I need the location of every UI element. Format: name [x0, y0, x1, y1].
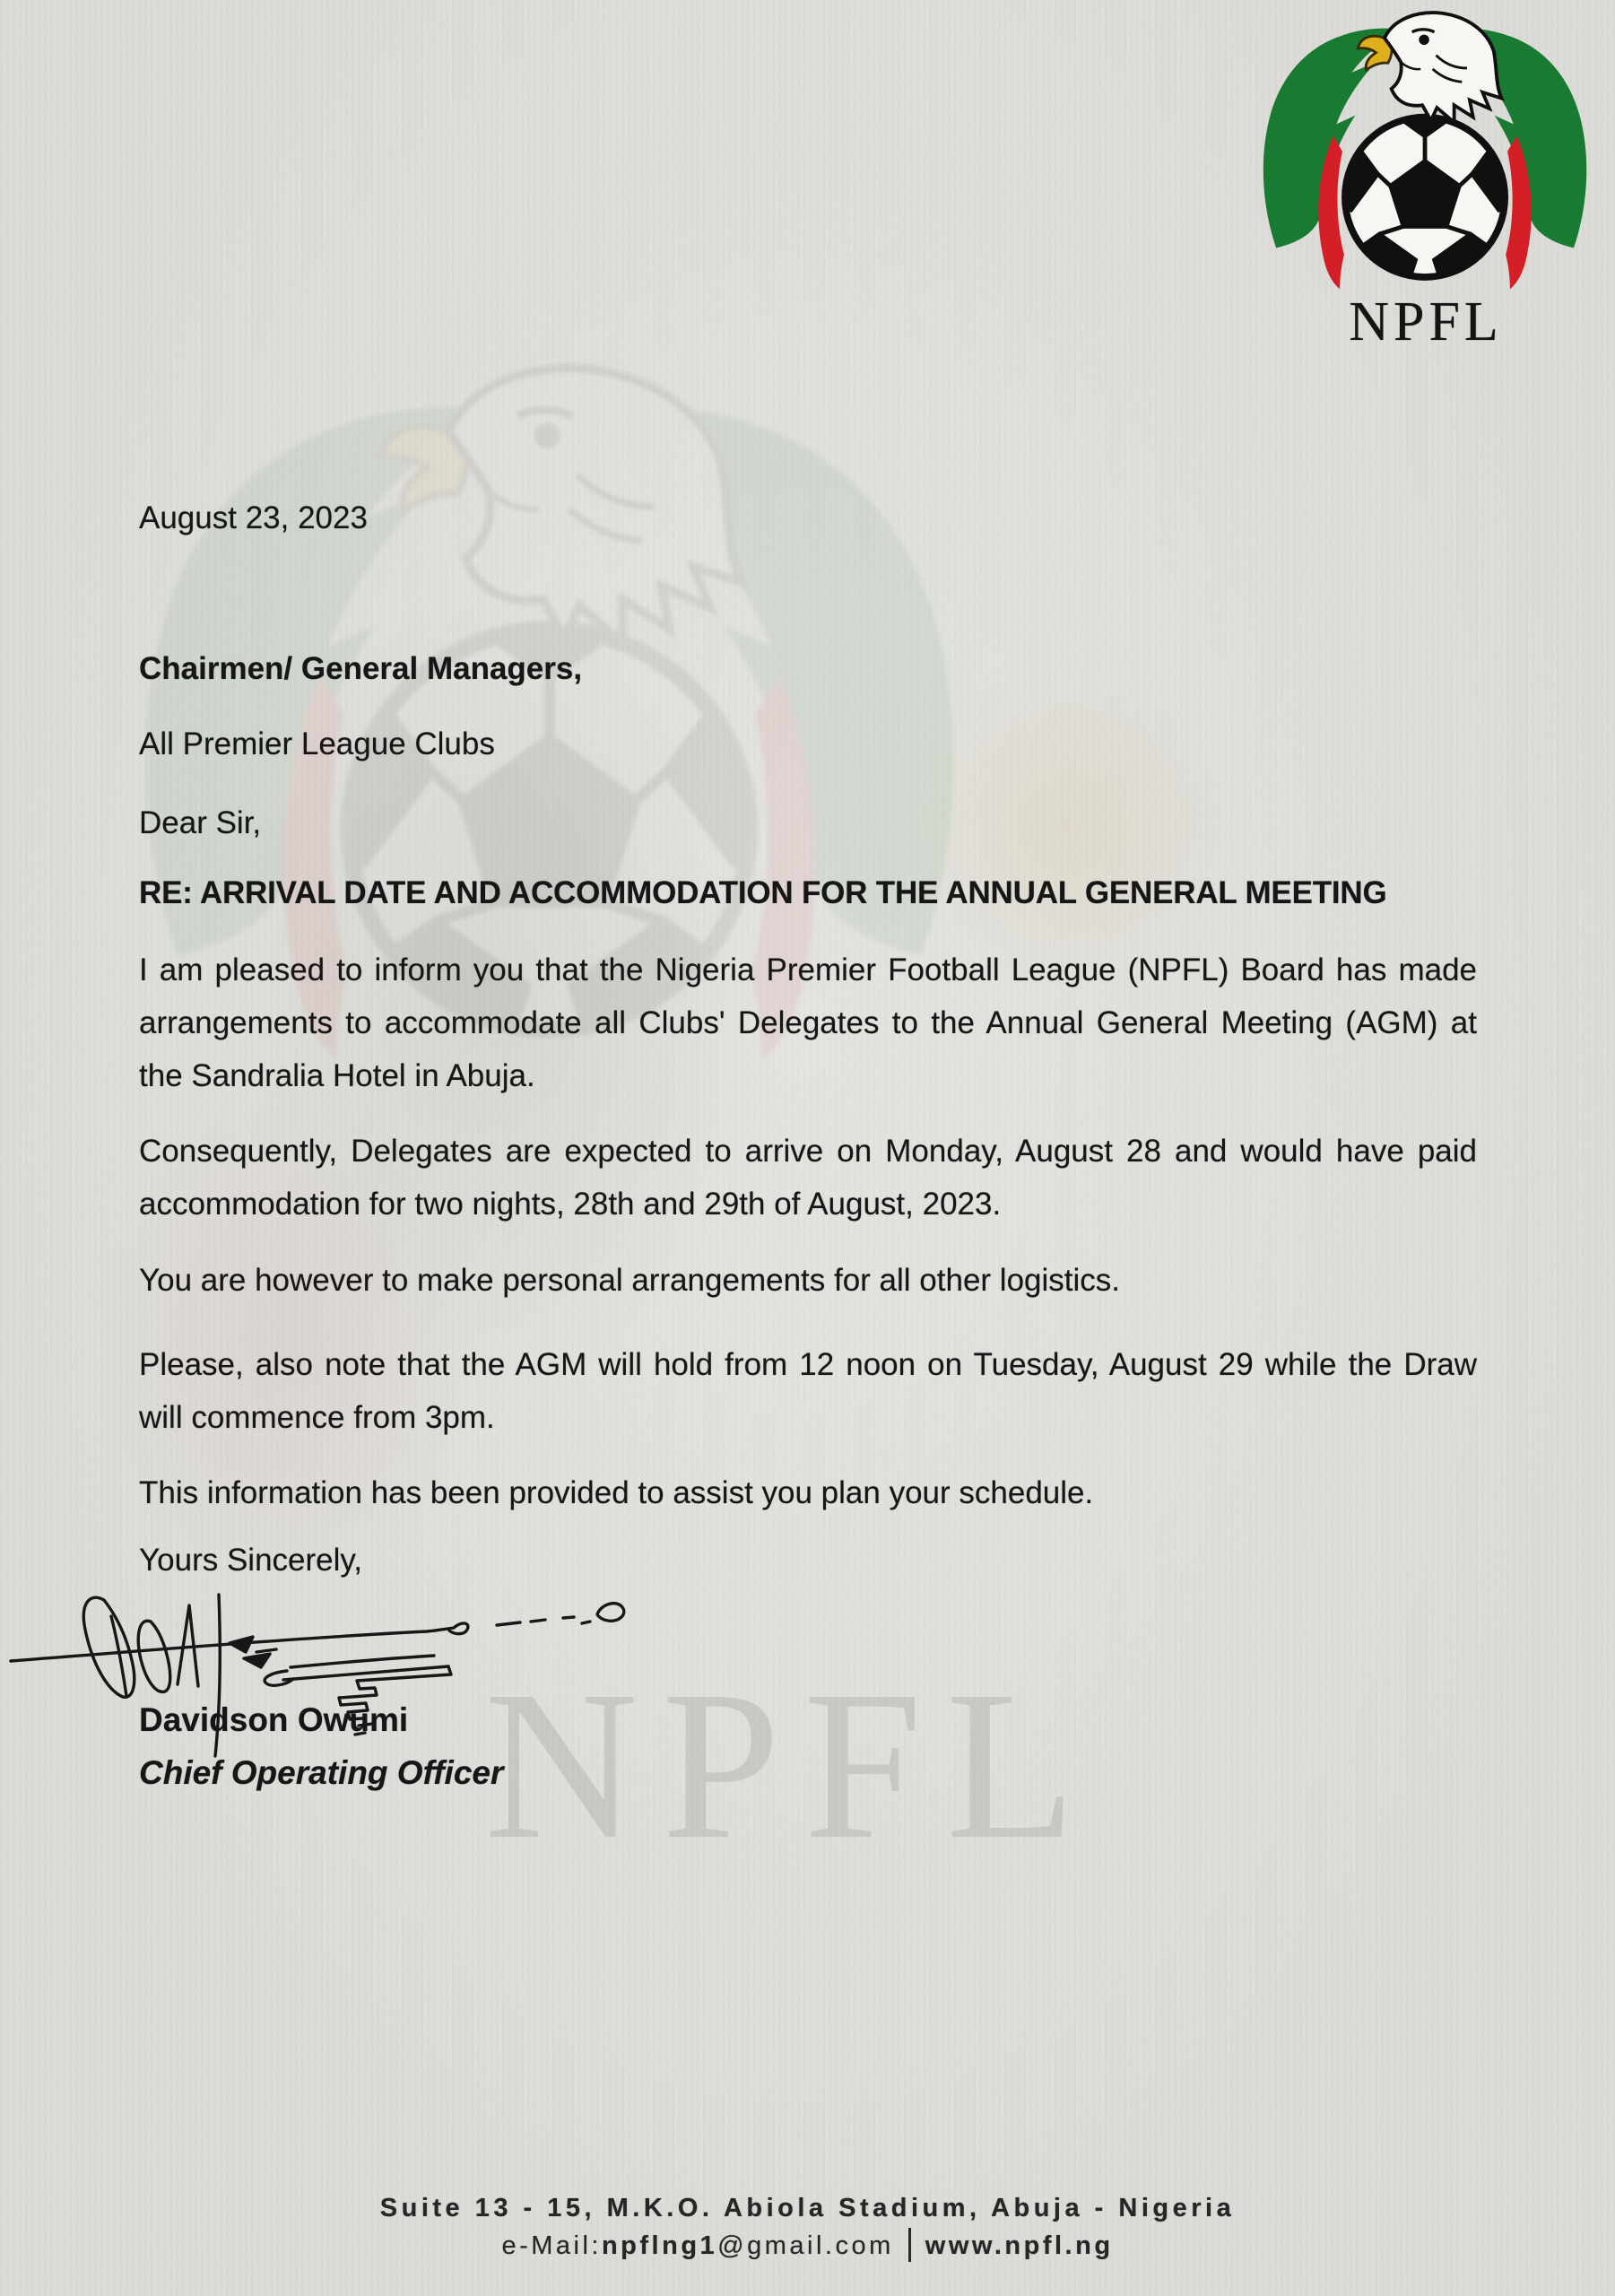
footer-divider	[908, 2228, 911, 2262]
recipient-line-1: Chairmen/ General Managers,	[139, 651, 583, 686]
email-user: npflng1	[601, 2231, 718, 2260]
subject-heading: RE: ARRIVAL DATE AND ACCOMMODATION FOR THE ANNUAL GENERAL MEETING	[139, 875, 1387, 910]
letter-date: August 23, 2023	[139, 500, 368, 535]
recipient-line-2: All Premier League Clubs	[139, 726, 495, 761]
letterhead-footer	[0, 2194, 1615, 2262]
npfl-logo	[1245, 5, 1607, 357]
closing: Yours Sincerely,	[139, 1543, 363, 1578]
footer-contact	[0, 2228, 1615, 2262]
paragraph-2: Consequently, Delegates are expected to arrive on Monday, August 28 and would have paid accommodation for two nights, 28th and 29th of August, 2023.	[139, 1134, 1477, 1222]
email-domain: @gmail.com	[717, 2231, 894, 2260]
npfl-logo-wordmark: NPFL	[1349, 291, 1503, 352]
handwritten-signature	[5, 1587, 649, 1774]
npfl-logo-graphic	[1245, 5, 1607, 298]
signatory-title: Chief Operating Officer	[139, 1754, 504, 1791]
paragraph-3: You are however to make personal arrangements for all other logistics.	[139, 1263, 1121, 1298]
email-label: e-Mail:	[501, 2231, 602, 2260]
paragraph-5: This information has been provided to assist you plan your schedule.	[139, 1475, 1094, 1510]
paragraph-1: I am pleased to inform you that the Nigeria Premier Football League (NPFL) Board has made arrangements to accommodate all Clubs' Delegates to the Annual General Meeting (AGM) at the Sandralia Hotel in Abuja.	[139, 952, 1477, 1093]
signatory-name: Davidson Owumi	[139, 1701, 409, 1738]
paragraph-4: Please, also note that the AGM will hold from 12 noon on Tuesday, August 29 while the Draw will commence from 3pm.	[139, 1347, 1477, 1435]
npfl-text-watermark: NPFL	[484, 1648, 1099, 1883]
salutation: Dear Sir,	[139, 805, 262, 840]
website-text: www.npfl.ng	[925, 2231, 1114, 2260]
footer-address: Suite 13 - 15, M.K.O. Abiola Stadium, Abuja - Nigeria	[379, 2194, 1236, 2222]
